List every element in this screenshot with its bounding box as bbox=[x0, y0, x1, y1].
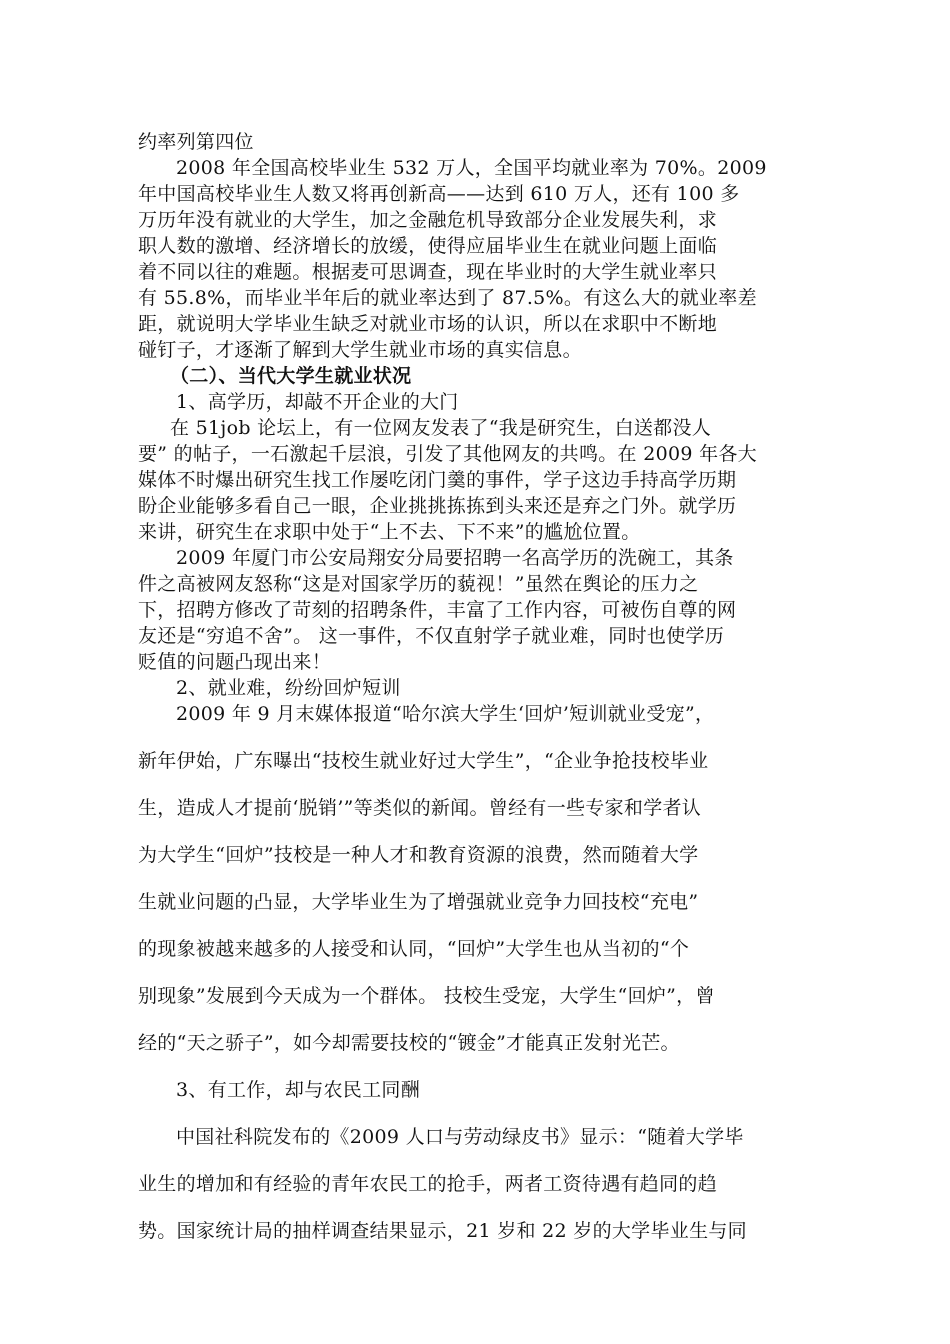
text-line: 友还是“穷追不舍”。 这一事件，不仅直射学子就业难，同时也使学历 bbox=[138, 625, 725, 647]
text-line: 有 55.8%，而毕业半年后的就业率达到了 87.5%。有这么大的就业率差 bbox=[138, 287, 757, 309]
text-line: 势。国家统计局的抽样调查结果显示，21 岁和 22 岁的大学毕业生与同 bbox=[138, 1220, 747, 1242]
text-line: 万历年没有就业的大学生，加之金融危机导致部分企业发展失利，求 bbox=[138, 209, 718, 231]
section-heading: （二）、当代大学生就业状况 bbox=[170, 365, 412, 387]
text-line: 别现象”发展到今天成为一个群体。 技校生受宠，大学生“回炉”，曾 bbox=[138, 985, 715, 1007]
text-line: 碰钉子，才逐渐了解到大学生就业市场的真实信息。 bbox=[138, 339, 582, 361]
text-line: 着不同以往的难题。根据麦可思调查，现在毕业时的大学生就业率只 bbox=[138, 261, 718, 283]
paragraph-first-line: 在 51job 论坛上，有一位网友发表了“我是研究生，白送都没人 bbox=[170, 417, 712, 439]
text-line: 职人数的激增、经济增长的放缓，使得应届毕业生在就业问题上面临 bbox=[138, 235, 718, 257]
text-line: 下，招聘方修改了苛刻的招聘条件，丰富了工作内容，可被伤自尊的网 bbox=[138, 599, 737, 621]
text-line: 年中国高校毕业生人数又将再创新高——达到 610 万人，还有 100 多 bbox=[138, 183, 740, 205]
paragraph-first-line: 中国社科院发布的《2009 人口与劳动绿皮书》显示：“随着大学毕 bbox=[176, 1126, 744, 1148]
subsection-heading: 3、有工作，却与农民工同酬 bbox=[176, 1079, 420, 1101]
text-line: 贬值的问题凸现出来！ bbox=[138, 651, 332, 673]
subsection-heading: 2、就业难，纷纷回炉短训 bbox=[176, 677, 401, 699]
text-line: 新年伊始，广东曝出“技校生就业好过大学生”，“企业争抢技校毕业 bbox=[138, 750, 709, 772]
text-line: 生就业问题的凸显，大学毕业生为了增强就业竞争力回技校“充电” bbox=[138, 891, 699, 913]
text-line: 为大学生“回炉”技校是一种人才和教育资源的浪费，然而随着大学 bbox=[138, 844, 699, 866]
text-line: 经的“天之骄子”，如今却需要技校的“镀金”才能真正发射光芒。 bbox=[138, 1032, 680, 1054]
text-line: 来讲，研究生在求职中处于“上不去、下不来”的尴尬位置。 bbox=[138, 521, 641, 543]
text-line: 盼企业能够多看自己一眼，企业挑挑拣拣到头来还是弃之门外。就学历 bbox=[138, 495, 737, 517]
text-line: 媒体不时爆出研究生找工作屡吃闭门羹的事件，学子这边手持高学历期 bbox=[138, 469, 737, 491]
text-line: 的现象被越来越多的人接受和认同，“回炉”大学生也从当初的“个 bbox=[138, 938, 690, 960]
text-line: 要” 的帖子，一石激起千层浪，引发了其他网友的共鸣。在 2009 年各大 bbox=[138, 443, 757, 465]
paragraph-first-line: 2009 年厦门市公安局翔安分局要招聘一名高学历的洗碗工，其条 bbox=[176, 547, 734, 569]
text-line: 距，就说明大学毕业生缺乏对就业市场的认识，所以在求职中不断地 bbox=[138, 313, 718, 335]
text-line: 生，造成人才提前‘脱销’”等类似的新闻。曾经有一些专家和学者认 bbox=[138, 797, 702, 819]
text-line: 件之高被网友怒称“这是对国家学历的藐视！”虽然在舆论的压力之 bbox=[138, 573, 699, 595]
subsection-heading: 1、高学历，却敲不开企业的大门 bbox=[176, 391, 459, 413]
paragraph-first-line: 2008 年全国高校毕业生 532 万人，全国平均就业率为 70%。2009 bbox=[176, 157, 767, 179]
paragraph-first-line: 2009 年 9 月末媒体报道“哈尔滨大学生‘回炉’短训就业受宠”， bbox=[176, 703, 715, 725]
text-line: 业生的增加和有经验的青年农民工的抢手，两者工资待遇有趋同的趋 bbox=[138, 1173, 718, 1195]
text-line: 约率列第四位 bbox=[138, 131, 254, 153]
